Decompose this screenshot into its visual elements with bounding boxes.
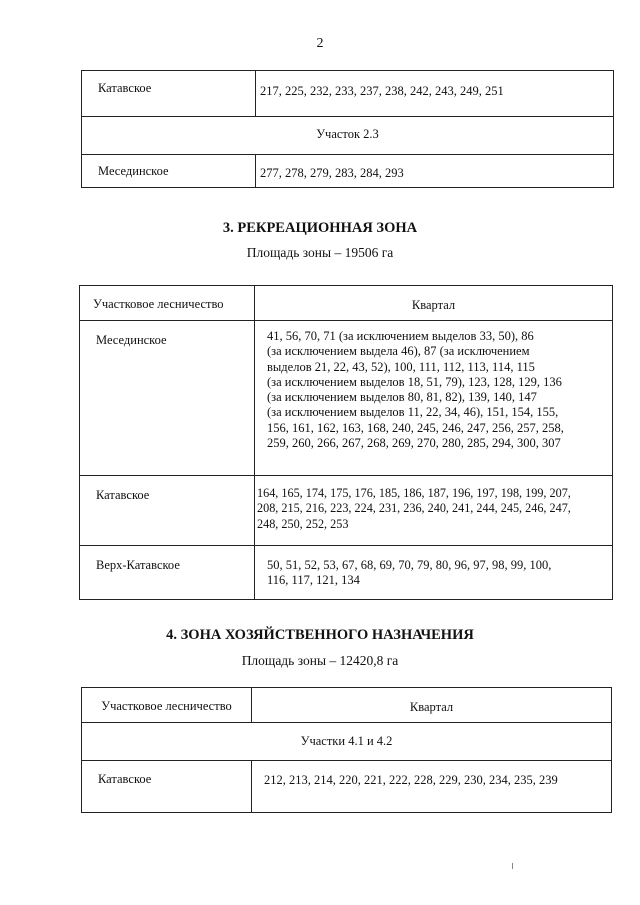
- forestry-name: Катавское: [82, 71, 256, 117]
- table-row: [82, 71, 614, 117]
- economic-zone-table: [81, 687, 612, 813]
- quarter-list: 217, 225, 232, 233, 237, 238, 242, 243, 249, 251: [256, 71, 614, 117]
- table-header-row: [80, 286, 613, 321]
- forestry-name: Месединское: [80, 321, 255, 476]
- table-row: [82, 761, 612, 813]
- forestry-name: Катавское: [80, 476, 255, 546]
- quarter-list: 50, 51, 52, 53, 67, 68, 69, 70, 79, 80, 96, 97, 98, 99, 100, 116, 117, 121, 134: [255, 546, 613, 600]
- quarter-list: 277, 278, 279, 283, 284, 293: [256, 155, 614, 188]
- section-area-recreation-zone: Площадь зоны – 19506 га: [246, 245, 394, 260]
- forestry-name: Месединское: [82, 155, 256, 188]
- table-row: [80, 546, 613, 600]
- header-forestry: Участковое лесничество: [80, 286, 255, 321]
- table-row: [82, 723, 612, 761]
- header-quarter: Квартал: [252, 688, 612, 723]
- recreation-zone-table: [79, 285, 613, 600]
- scan-mark: [512, 863, 513, 869]
- forestry-name: Катавское: [82, 761, 252, 813]
- section-title-recreation-zone: 3. РЕКРЕАЦИОННАЯ ЗОНА: [222, 220, 418, 236]
- section-title-economic-zone: 4. ЗОНА ХОЗЯЙСТВЕННОГО НАЗНАЧЕНИЯ: [166, 627, 474, 643]
- table-row: [82, 155, 614, 188]
- table-row: [80, 476, 613, 546]
- table-row: [82, 117, 614, 155]
- table-row: [80, 321, 613, 476]
- quarter-list: 41, 56, 70, 71 (за исключением выделов 33, 50), 86 (за исключением выдела 46), 87 (за исключением выделов 21, 22, 43, 52), 100, 111, 112, 113, 114, 115 (за исключением выделов 18, 51, 79), 123, 128, 129, 136 (за исключением выделов 80, 81, 82), 139, 140, 147 (за исключением выделов 11, 22, 34, 46), 151, 154, 155, 156, 161, 162, 163, 168, 240, 245, 246, 247, 256, 257, 258, 259, 260, 266, 267, 268, 269, 270, 280, 285, 294, 300, 307: [255, 321, 613, 476]
- quarter-list: 164, 165, 174, 175, 176, 185, 186, 187, 196, 197, 198, 199, 207, 208, 215, 216, 223, 224, 231, 236, 240, 241, 244, 245, 246, 247, 248, 250, 252, 253: [255, 476, 613, 546]
- plot-label: Участок 2.3: [82, 117, 614, 155]
- plot-label: Участки 4.1 и 4.2: [82, 723, 612, 761]
- page-number: 2: [316, 36, 324, 51]
- zone2-continuation-table: [81, 70, 614, 188]
- forestry-name: Верх-Катавское: [80, 546, 255, 600]
- section-area-economic-zone: Площадь зоны – 12420,8 га: [241, 653, 399, 668]
- table-header-row: [82, 688, 612, 723]
- header-quarter: Квартал: [255, 286, 613, 321]
- header-forestry: Участковое лесничество: [82, 688, 252, 723]
- quarter-list: 212, 213, 214, 220, 221, 222, 228, 229, 230, 234, 235, 239: [252, 761, 612, 813]
